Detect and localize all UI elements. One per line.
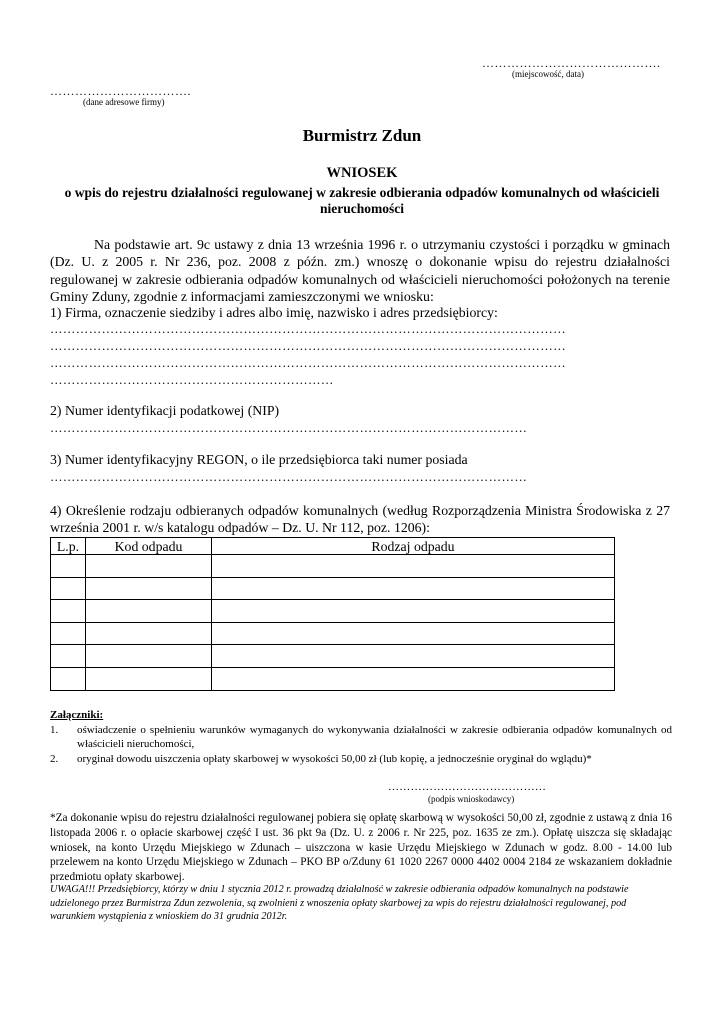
cell-code[interactable] — [86, 577, 212, 600]
q3-dots: ………………………………………………………………………………………………… — [50, 470, 528, 484]
table-row — [51, 555, 615, 578]
cell-lp[interactable] — [51, 555, 86, 578]
table-row — [51, 667, 615, 690]
intro-paragraph — [50, 236, 670, 306]
addressee: Burmistrz Zdun — [302, 126, 422, 145]
table-row — [51, 577, 615, 600]
cell-type[interactable] — [212, 600, 615, 623]
cell-type[interactable] — [212, 555, 615, 578]
col-header-lp: L.p. — [51, 538, 86, 555]
table-row — [51, 622, 615, 645]
q3-label: 3) Numer identyfikacyjny REGON, o ile przedsiębiorca taki numer posiada — [50, 452, 468, 467]
cell-lp[interactable] — [51, 667, 86, 690]
attachment-item-2 — [50, 752, 672, 766]
cell-lp[interactable] — [51, 600, 86, 623]
intro-text: Na podstawie art. 9c ustawy z dnia 13 września 1996 r. o utrzymaniu czystości i porządku w gminach (Dz. U. z 2005 r. Nr 236, poz. 2008 z późn. zm.) wnoszę o dokonanie wpisu do rejestru działalności regulowanej w zakresie odbierania odpadów komunalnych od właścicieli nieruchomości położonych na terenie Gminy Zduny, zgodnie z informacjami zamieszczonymi we wniosku: — [50, 237, 670, 305]
place-date-dots: ……………………………………. — [482, 56, 661, 70]
cell-code[interactable] — [86, 667, 212, 690]
attachment-text: oświadczenie o spełnieniu warunków wymaganych do wykonywania działalności w zakresie odbierania odpadów komunalnych od właścicieli nieruchomości, — [77, 724, 672, 750]
cell-type[interactable] — [212, 645, 615, 668]
cell-code[interactable] — [86, 555, 212, 578]
cell-type[interactable] — [212, 667, 615, 690]
q2-dots: ………………………………………………………………………………………………… — [50, 421, 528, 435]
cell-type[interactable] — [212, 577, 615, 600]
q2-label: 2) Numer identyfikacji podatkowej (NIP) — [50, 403, 280, 418]
cell-code[interactable] — [86, 645, 212, 668]
attachment-text: oryginał dowodu uiszczenia opłaty skarbowej w wysokości 50,00 zł (lub kopię, a jednocześnie oryginał do wglądu)* — [77, 753, 592, 765]
cell-code[interactable] — [86, 600, 212, 623]
cell-lp[interactable] — [51, 577, 86, 600]
q1-dots-line-4: ………………………………………………………… — [50, 373, 334, 387]
attachment-number: 2. — [50, 753, 59, 765]
attachment-number: 1. — [50, 724, 59, 736]
q1-dots-line-1: ………………………………………………………………………………………………………… — [50, 322, 566, 336]
document-title: WNIOSEK — [326, 165, 398, 181]
table-row — [51, 645, 615, 668]
q1-dots-line-3: ………………………………………………………………………………………………………… — [50, 356, 566, 370]
col-header-code: Kod odpadu — [86, 538, 212, 555]
attachment-item-1 — [50, 723, 672, 751]
signature-caption: (podpis wnioskodawcy) — [428, 794, 515, 804]
signature-dots: …………………………………… — [388, 781, 547, 793]
waste-table-header-row — [51, 538, 615, 555]
cell-type[interactable] — [212, 622, 615, 645]
warning-note: UWAGA!!! Przedsiębiorcy, którzy w dniu 1 stycznia 2012 r. prowadzą działalność w zakresie odbierania odpadów komunalnych na podstawie udzielonego przez Burmistrza Zdun zezwolenia, są zwolnieni z wnoszenia opłaty skarbowej za wpis do rejestru działalności regulowanej, pod warunkiem wystąpienia z wnioskiem do 31 grudnia 2012r. — [50, 884, 629, 922]
document-subtitle: o wpis do rejestru działalności regulowanej w zakresie odbierania odpadów komunalnych od właścicieli nieruchomości — [64, 185, 660, 216]
cell-lp[interactable] — [51, 622, 86, 645]
waste-table — [50, 537, 615, 691]
company-address-dots: ……………………………. — [50, 84, 191, 98]
attachments-heading: Załączniki: — [50, 709, 104, 721]
q4-label: 4) Określenie rodzaju odbieranych odpadów komunalnych (według Rozporządzenia Ministra Środowiska z 27 września 2001 r. w/s katalogu odpadów – Dz. U. Nr 112, poz. 1206): — [50, 503, 670, 535]
fee-note: *Za dokonanie wpisu do rejestru działalności regulowanej pobiera się opłatę skarbową w wysokości 50,00 zł, zgodnie z ustawą z dnia 16 listopada 2006 r. o opłacie skarbowej część I ust. 36 pkt 9a (Dz. U. z 2006 r. Nr 225, poz. 1635 ze zm.). Opłatę uiszcza się składając wniosek, na konto Urzędu Miejskiego w Zdunach – uiszczona w kasie Urzędu Miejskiego w Zdunach w godz. 8.00 - 14.00 lub przelewem na konto Urzędu Miejskiego w Zdunach – PKO BP o/Zduny 61 1020 2267 0000 4402 0004 2184 ze wskazaniem dokładnie przedmiotu opłaty skarbowej. — [50, 812, 672, 884]
q1-dots-line-2: ………………………………………………………………………………………………………… — [50, 339, 566, 353]
table-row — [51, 600, 615, 623]
q1-label: 1) Firma, oznaczenie siedziby i adres albo imię, nazwisko i adres przedsiębiorcy: — [50, 305, 498, 320]
company-address-caption: (dane adresowe firmy) — [83, 97, 165, 107]
col-header-type: Rodzaj odpadu — [212, 538, 615, 555]
place-date-caption: (miejscowość, data) — [512, 69, 584, 79]
cell-lp[interactable] — [51, 645, 86, 668]
cell-code[interactable] — [86, 622, 212, 645]
